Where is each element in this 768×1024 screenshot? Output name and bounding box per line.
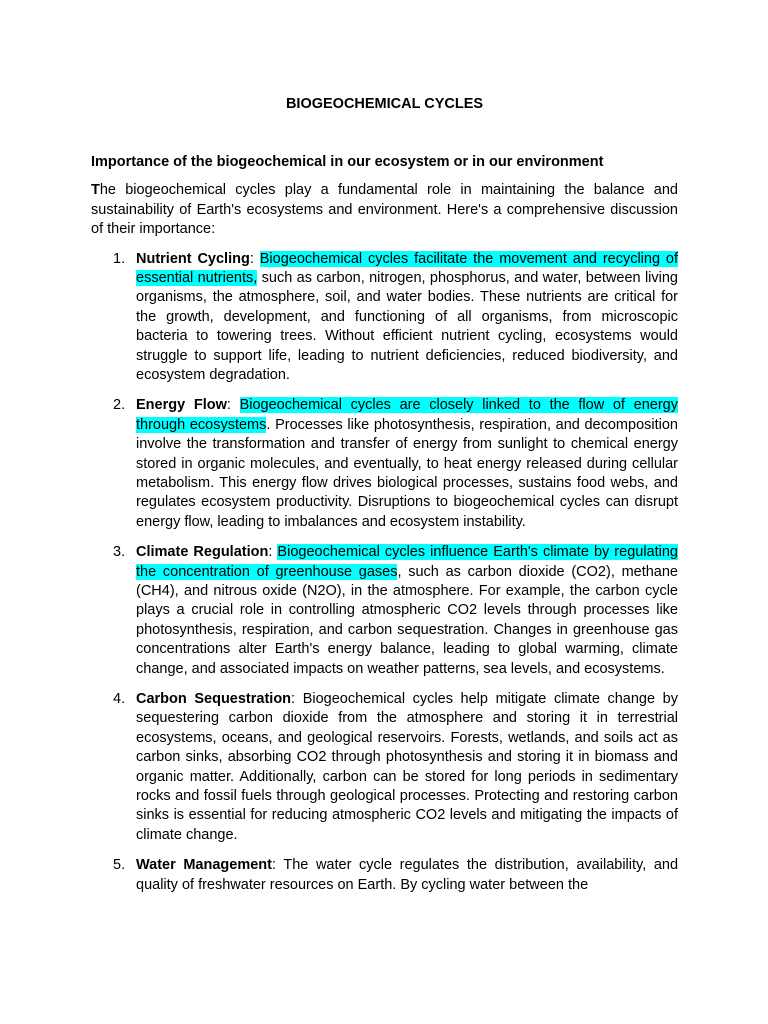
section-subheading: Importance of the biogeochemical in our ecosystem or in our environment xyxy=(91,154,604,170)
list-item-number: 2. xyxy=(113,397,126,414)
list-item-number: 1. xyxy=(113,250,126,267)
list-item-separator: : xyxy=(268,544,278,561)
list-item-number: 3. xyxy=(113,544,126,561)
list-item-separator: : xyxy=(291,691,303,708)
list-item-term: Carbon Sequestration xyxy=(136,691,292,708)
highlighted-text: Biogeochemical cycles are closely linked to the flow of energy through ecosystems xyxy=(136,397,678,433)
intro-paragraph xyxy=(91,181,678,240)
importance-list xyxy=(91,250,678,896)
list-item-separator: : xyxy=(271,857,284,874)
list-item-number: 5. xyxy=(113,857,126,874)
list-item xyxy=(91,856,678,895)
intro-text: he biogeochemical cycles play a fundamental role in maintaining the balance and sustainability of Earth's ecosystems and environment. Here's a comprehensive discussion of their importance: xyxy=(91,182,678,237)
list-item-separator: : xyxy=(249,250,260,267)
highlighted-text: Biogeochemical cycles influence Earth's climate by regulating the concentration of greenhouse gases xyxy=(136,544,678,580)
list-item-separator: : xyxy=(226,397,240,414)
list-item xyxy=(91,396,678,532)
list-item-term: Energy Flow xyxy=(136,397,227,414)
list-item-text: Biogeochemical cycles help mitigate climate change by sequestering carbon dioxide from the atmosphere and storing it in terrestrial ecosystems, oceans, and geological reservoirs. Forests, wetlands, and soils act as carbon sinks, absorbing CO2 through photosynthesis and storing it in biomass and organic matter. Additionally, carbon can be stored for long periods in sedimentary rocks and fossil fuels through geological processes. Protecting and restoring carbon sinks is essential for reducing atmospheric CO2 levels and mitigating the impacts of climate change. xyxy=(136,691,678,843)
list-item xyxy=(91,690,678,845)
list-item-text: . Processes like photosynthesis, respiration, and decomposition involve the transformation and transfer of energy from sunlight to chemical energy stored in organic molecules, and eventually, to heat energy released during cellular metabolism. This energy flow drives biological processes, sustains food webs, and regulates ecosystem productivity. Disruptions to biogeochemical cycles can disrupt energy flow, leading to imbalances and ecosystem instability. xyxy=(136,416,678,530)
list-item-term: Water Management xyxy=(136,857,272,874)
list-item-term: Climate Regulation xyxy=(136,544,269,561)
list-item-number: 4. xyxy=(113,691,126,708)
list-item-text: such as carbon, nitrogen, phosphorus, and water, between living organisms, the atmosphere, soil, and water bodies. These nutrients are critical for the growth, development, and functioning of all organisms, from microscopic bacteria to towering trees. Without efficient nutrient cycling, ecosystems would struggle to support life, leading to nutrient deficiencies, reduced biodiversity, and ecosystem degradation. xyxy=(136,269,678,383)
list-item-text: , such as carbon dioxide (CO2), methane (CH4), and nitrous oxide (N2O), in the atmosphere. For example, the carbon cycle plays a crucial role in controlling atmospheric CO2 levels through processes like photosynthesis, respiration, and carbon sequestration. Changes in greenhouse gas concentrations alter Earth's energy balance, leading to global warming, climate change, and associated impacts on weather patterns, sea levels, and ecosystems. xyxy=(136,563,678,677)
list-item xyxy=(91,543,678,679)
list-item-term: Nutrient Cycling xyxy=(136,250,250,267)
list-item-text: The water cycle regulates the distribution, availability, and quality of freshwater resources on Earth. By cycling water between the xyxy=(136,857,679,893)
list-item xyxy=(91,250,678,386)
highlighted-text: Biogeochemical cycles facilitate the movement and recycling of essential nutrients, xyxy=(136,250,678,286)
intro-first-letter: T xyxy=(91,182,100,198)
document-title: BIOGEOCHEMICAL CYCLES xyxy=(285,96,484,112)
